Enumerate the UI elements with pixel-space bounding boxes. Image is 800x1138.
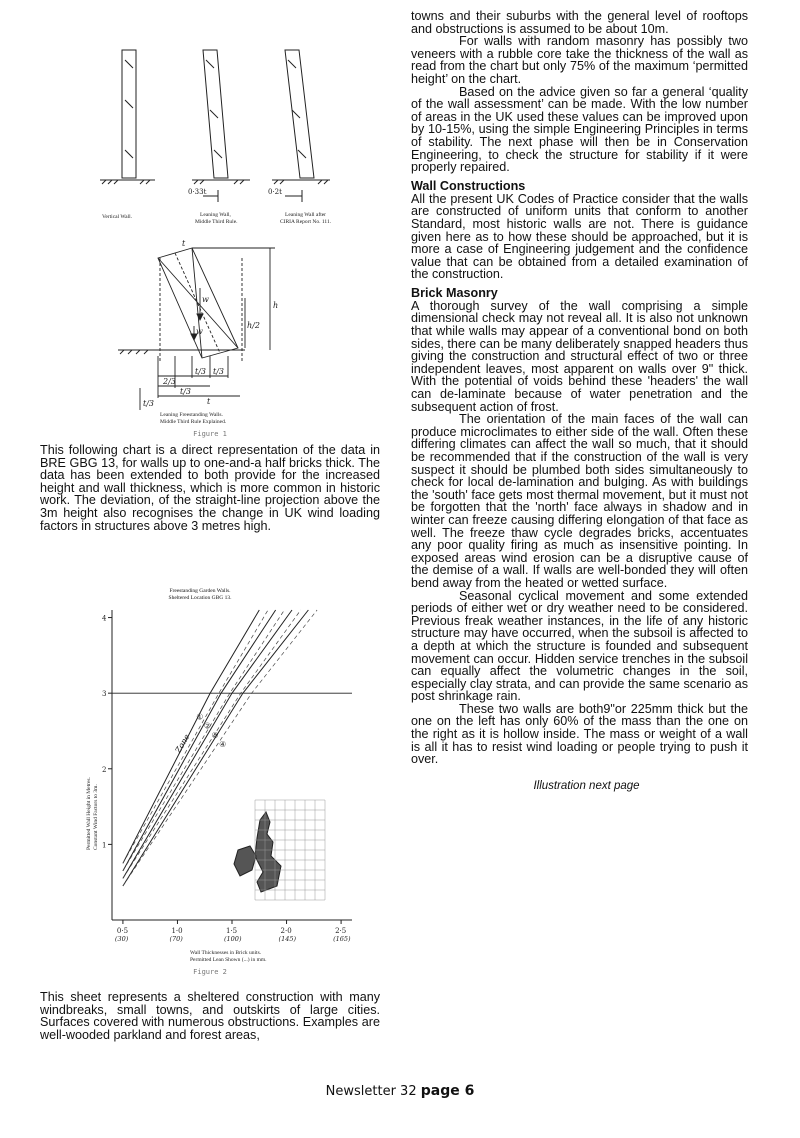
newsletter-label: Newsletter 32 — [325, 1084, 417, 1099]
chart-subtitle: Sheltered Location GBG 13. — [168, 595, 232, 601]
svg-text:t: t — [182, 239, 186, 248]
x-tick-label: 0·5 — [116, 927, 129, 935]
x-tick-sublabel: (70) — [169, 935, 183, 943]
label-leaning-wall-1: Leaning Wall, — [200, 212, 231, 218]
right-paragraph-5: A thorough survey of the wall comprising a simple dimensional check may not reveal all. It is also not unknown that while walls may appear of a conventional bond on both sides, there can be many deliberately snapped headers thus giving the construction and structural effect of two or three independent leaves, most apparent on walls over 9" thick. With the potential of voids behind these 'headers' the wall can de-laminate because of water penetration and the subsequent action of frost. — [411, 298, 748, 414]
label-explained-1: Leaning Freestanding Walls. — [160, 412, 223, 418]
chart-title: Freestanding Garden Walls. — [169, 588, 231, 594]
svg-text:t/3: t/3 — [180, 387, 191, 396]
series-line-1 — [123, 610, 259, 863]
zone-marker-1: ① — [196, 712, 204, 722]
svg-text:h: h — [273, 301, 279, 310]
wall-sketches — [40, 0, 380, 240]
x-tick-label: 1·0 — [171, 927, 183, 935]
zone-label: Zone — [173, 732, 192, 755]
figure-1-caption: Figure 1 — [193, 430, 227, 438]
dim-label-2: 0·2t — [268, 188, 282, 196]
svg-text:h/2: h/2 — [247, 321, 260, 330]
right-paragraph-2: For walls with random masonry has possibly two veneers with a rubble core take the thickness of the wall as read from the chart but only 75% of the maximum ‘permitted height’ on the chart. — [411, 34, 748, 86]
svg-text:t: t — [207, 397, 211, 406]
right-paragraph-4: All the present UK Codes of Practice consider that the walls are constructed of uniform units that conform to another Standard, most historic walls are not. There is guidance given here as to how these should be approached, but it is more a case of Engineering judgement and the confidence value that can be obtained from a detailed examination of the construction. — [411, 191, 748, 282]
y-axis-label-1: Permitted Wall Height in Metres. — [86, 777, 92, 850]
label-after-ciria-2: CIRIA Report No. 111. — [280, 219, 332, 225]
x-axis-label-1: Wall Thicknesses in Brick units. — [190, 950, 262, 956]
zone-marker-4: ④ — [219, 739, 227, 749]
svg-text:t/3: t/3 — [143, 399, 154, 408]
page-footer — [0, 1083, 800, 1099]
right-paragraph-3: Based on the advice given so far a general ‘quality of the wall assessment’ can be made. With the low number of areas in the UK used these values can be improved upon by 10-15%, using the simple Engineering Principles in terms of stability. The next phase will then be in Conservation Engineering, to check the structure for stability if it were properly repaired. — [411, 84, 748, 175]
zone-marker-3: ③ — [211, 730, 219, 740]
y-tick-label: 1 — [102, 841, 107, 850]
dim-label-1: 0·33t — [188, 188, 207, 196]
series-line-2 — [123, 610, 276, 871]
figure-2-caption: Figure 2 — [193, 968, 227, 976]
uk-map — [234, 800, 325, 900]
label-leaning-wall-2: Middle Third Rule. — [195, 219, 238, 225]
heading-brick-masonry: Brick Masonry — [411, 285, 498, 300]
y-tick-label: 2 — [102, 765, 107, 774]
right-paragraph-8: These two walls are both9"or 225mm thick but the one on the left has only 60% of the mass than the one on the right as it is hollow inside. The mass or weight of a wall is all it has to resist wind loading or people trying to push it over. — [411, 701, 748, 767]
left-paragraph-2: This sheet represents a sheltered construction with many windbreaks, small towns, and outskirts of large cities. Surfaces covered with numerous obstructions. Examples are well-wooded parkland and forest areas, — [40, 990, 380, 1042]
svg-text:2/3: 2/3 — [163, 377, 176, 386]
y-tick-label: 3 — [102, 690, 107, 699]
x-tick-label: 1·5 — [226, 927, 238, 935]
y-axis-label-2: Constant Wind Factors to 3m. — [93, 784, 99, 850]
x-tick-sublabel: (145) — [278, 935, 297, 943]
middle-third-diagram — [40, 238, 380, 438]
series-dashed-3 — [123, 610, 301, 878]
svg-text:t/3: t/3 — [195, 367, 206, 376]
svg-text:w: w — [196, 327, 203, 336]
x-tick-sublabel: (165) — [333, 935, 351, 943]
x-tick-sublabel: (30) — [114, 935, 129, 943]
zone-marker-2: ② — [203, 721, 212, 731]
svg-text:t/3: t/3 — [213, 367, 224, 376]
map-landmass — [234, 846, 256, 876]
figure-1 — [40, 0, 380, 438]
heading-wall-constructions: Wall Constructions — [411, 178, 526, 193]
label-vertical-wall: Vertical Wall. — [102, 214, 133, 220]
x-tick-label: 2·5 — [335, 927, 347, 935]
x-tick-sublabel: (100) — [224, 935, 242, 943]
label-after-ciria-1: Leaning Wall after — [285, 212, 326, 218]
illustration-note: Illustration next page — [533, 779, 640, 792]
wall-height-chart — [40, 600, 380, 970]
figure-2 — [40, 580, 380, 980]
right-paragraph-1: towns and their suburbs with the general level of rooftops and obstructions is assumed to be about 10m. — [411, 9, 748, 36]
y-tick-label: 4 — [102, 614, 107, 623]
page-number: page 6 — [420, 1083, 475, 1099]
left-paragraph-1: This following chart is a direct representation of the data in BRE GBG 13, for walls up to one-and-a half bricks thick. The data has been extended to both provide for the increased height and wall thickness, which is more common in historic work. The deviation, of the straight-line projection above the 3m height also recognises the change in UK wind loading factors in structures above 3 metres high. — [40, 443, 380, 533]
right-paragraph-6: The orientation of the main faces of the wall can produce microclimates to either side of the wall. Often these differing climates can affect the wall so much, that it should be recommended that if the construction of the wall is very suspect it should be plumbed both sides simultaneously to check for local de-lamination and bulging. As with buildings the 'south' face gets most thermal movement, but it must not be forgotten that the 'north' face always in shadow and in winter can freeze causing differing elongation of that face as well. The freeze thaw cycle degrades bricks, accentuates any poor quality firing as much as insensitive pointing. In exposed areas wind erosion can be a disruptive cause of the demise of a wall. If walls are well-bonded they will often bend away from the heated or wetted surface. — [411, 412, 748, 590]
x-tick-label: 2·0 — [280, 927, 292, 935]
right-column — [411, 10, 748, 792]
series-dashed-1 — [123, 610, 268, 863]
svg-text:w: w — [202, 295, 209, 304]
right-paragraph-7: Seasonal cyclical movement and some extended periods of either wet or dry weather need to be considered. Previous freak weather instances, in the life of any historic structure may have occurred, when the subsoil is affected to a depth at which the structure is founded and subsequent movement can occur. Hidden service trenches in the subsoil can equally affect the volumetric changes in the soil, especially clay strata, and can provide the same scenario as post shrinkage rain. — [411, 588, 748, 704]
label-explained-2: Middle Third Rule Explained. — [160, 419, 227, 425]
x-axis-label-2: Permitted Lean Shown (...) in mm. — [190, 957, 267, 963]
